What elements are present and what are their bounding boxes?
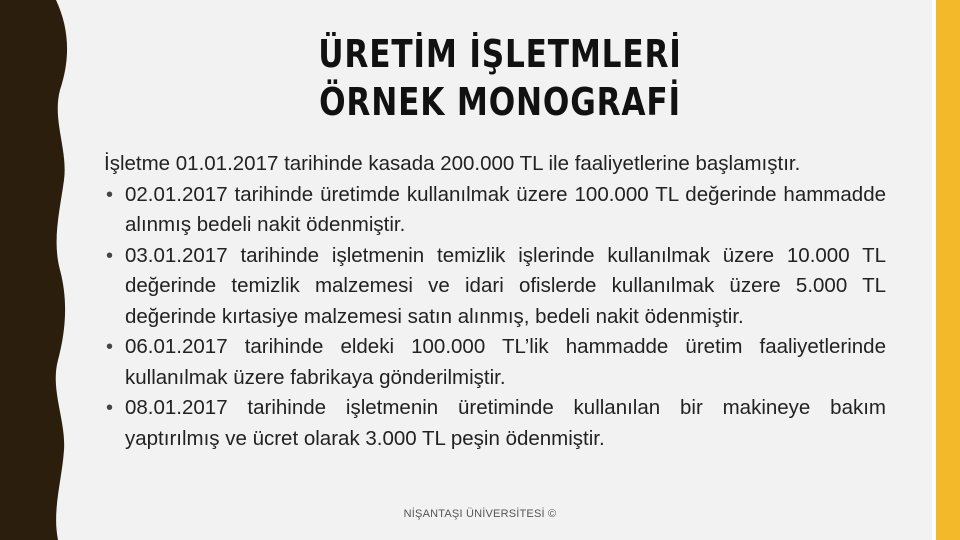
list-item [104,241,886,333]
bullet-icon: • [106,244,114,267]
list-item-text: 03.01.2017 tarihinde işletmenin temizlik işlerinde kullanılmak üzere 10.000 TL değerinde temizlik malzemesi ve idari ofislerde kullanılmak üzere 5.000 TL değerinde kırtasiye malzemesi satın alınmış, bedeli nakit ödenmiştir. [125,243,886,328]
footer-text: NİŞANTAŞI ÜNİVERSİTESİ © [403,508,557,520]
bullet-icon: • [106,397,114,419]
intro-paragraph: İşletme 01.01.2017 tarihinde kasada 200.000 TL ile faaliyetlerine başlamıştır. [104,152,801,175]
slide-title [238,30,763,126]
left-decorative-band [0,0,80,540]
list-item [104,332,886,393]
list-item-text: 02.01.2017 tarihinde üretimde kullanılmak üzere 100.000 TL değerinde hammadde alınmış bedeli nakit ödenmiştir. [125,182,886,236]
list-item [104,393,886,454]
bullet-icon: • [106,183,114,206]
bullet-icon: • [106,336,114,358]
slide-body [104,149,886,454]
list-item-text: 06.01.2017 tarihinde eldeki 100.000 TL’lik hammadde üretim faaliyetlerinde kullanılmak üzere fabrikaya gönderilmiştir. [125,335,886,389]
title-line-2: ÖRNEK MONOGRAFİ [319,80,681,124]
list-item [104,180,886,241]
right-accent-band [936,0,960,540]
list-item-text: 08.01.2017 tarihinde işletmenin üretiminde kullanılan bir makineye bakım yaptırılmış ve ücret olarak 3.000 TL peşin ödenmiştir. [125,396,886,450]
wavy-border-shape [0,0,80,540]
title-line-1: ÜRETİM İŞLETMLERİ [318,32,682,76]
bullet-list [104,180,886,455]
